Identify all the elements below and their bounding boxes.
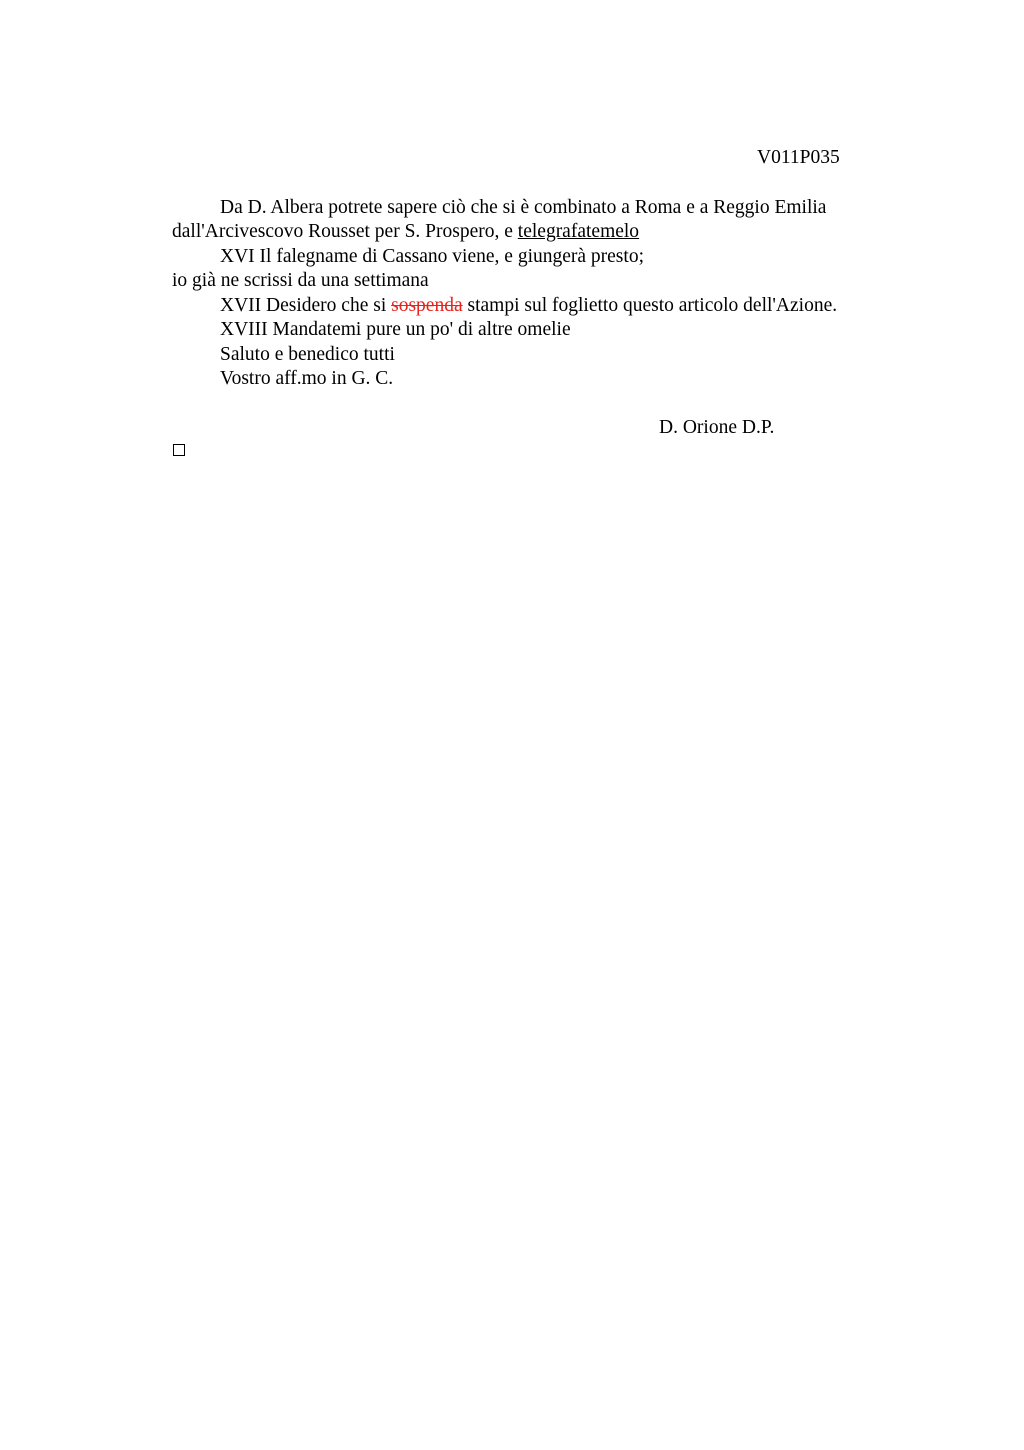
text-line-2 [172, 220, 639, 244]
text-line-1: Da D. Albera potrete sapere ciò che si è combinato a Roma e a Reggio Emilia [220, 197, 827, 218]
underlined-word: telegrafatemelo [517, 221, 640, 242]
reference-code: V011P035 [757, 147, 840, 168]
signature: D. Orione D.P. [659, 417, 775, 438]
empty-square-icon [173, 444, 185, 456]
text-line-5 [220, 294, 837, 318]
text-line-5-before: XVII Desidero che si [220, 295, 392, 316]
text-line-4: io già ne scrissi da una settimana [172, 270, 429, 291]
text-line-5-after: stampi sul foglietto questo articolo dell'Azione. [462, 295, 838, 316]
struck-word: sospenda [391, 295, 463, 316]
text-line-2-plain: dall'Arcivescovo Rousset per S. Prospero, e [172, 221, 518, 242]
text-line-7: Saluto e benedico tutti [220, 344, 395, 365]
text-line-6: XVIII Mandatemi pure un po' di altre omelie [220, 319, 571, 340]
text-line-3: XVI Il falegname di Cassano viene, e giungerà presto; [220, 246, 644, 267]
text-line-8: Vostro aff.mo in G. C. [220, 368, 394, 389]
